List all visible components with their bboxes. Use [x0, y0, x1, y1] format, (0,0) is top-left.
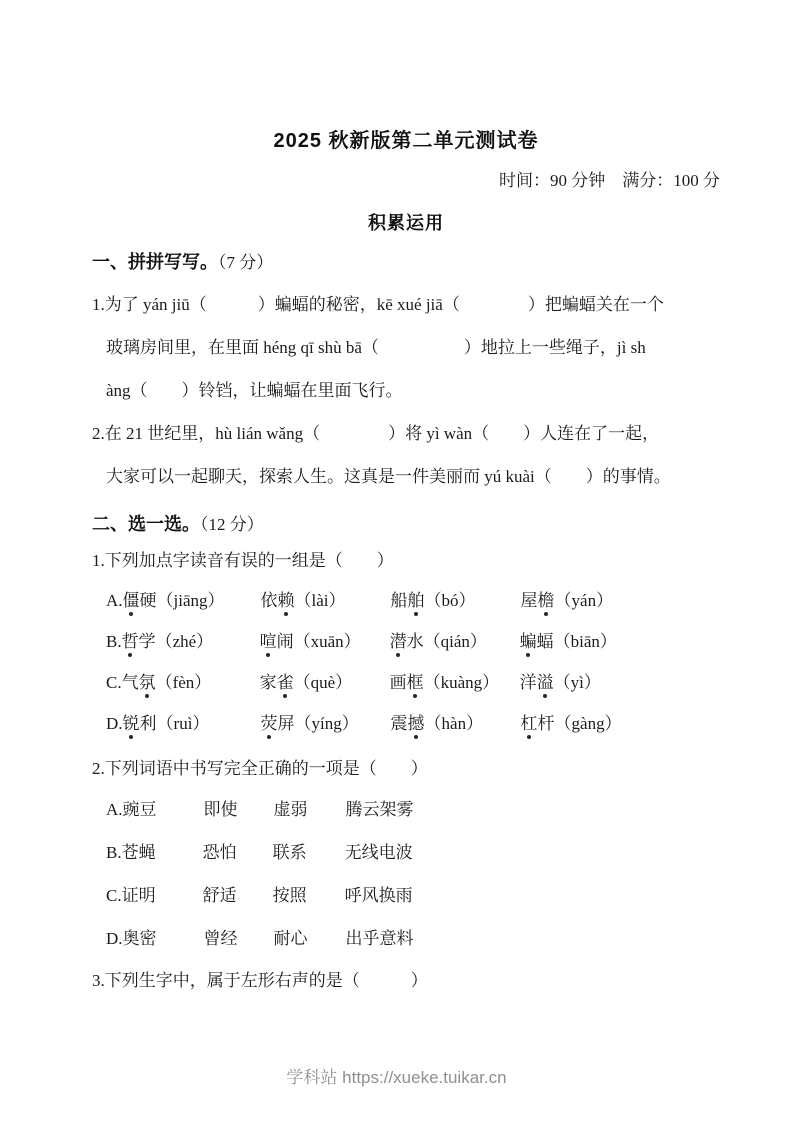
dotted-char: 锐 [123, 703, 140, 744]
word: 按照 [272, 886, 307, 905]
p2-q2-option-d [106, 917, 720, 960]
q1-line-1: 1.为了 yán jiū（ ）蝙蝠的秘密，kē xué jiā（ ）把蝙蝠关在一个 [92, 295, 664, 314]
word: 恐怕 [202, 843, 237, 862]
dotted-char: 僵 [123, 580, 140, 621]
pinyin: （yíng） [294, 714, 359, 733]
pinyin: （fèn） [155, 673, 212, 692]
dotted-char: 喧 [260, 621, 277, 662]
q2-line-1: 2.在 21 世纪里，hù lián wǎng（ ）将 yì wàn（ ）人连在了一起， [92, 424, 660, 443]
dotted-char: 舶 [408, 580, 425, 621]
pinyin: （kuàng） [423, 673, 500, 692]
pinyin-item [521, 703, 622, 744]
option-label: D. [106, 714, 123, 733]
part-two-score: （12 分） [200, 515, 264, 534]
pinyin: （yì） [553, 673, 601, 692]
word-post: 硬 [139, 591, 157, 610]
pinyin: （hàn） [424, 714, 484, 733]
word: 苍蝇 [121, 843, 156, 862]
page-title: 2025 秋新版第二单元测试卷 [273, 130, 539, 152]
word-post: 利 [139, 714, 157, 733]
section-header-accumulation: 积累运用 [368, 213, 444, 233]
word-post: 杆 [537, 714, 555, 733]
part-two-heading-text: 二、选一选。 [92, 514, 200, 534]
pinyin-item [261, 580, 391, 621]
pinyin-item [390, 621, 520, 662]
word: 呼风换雨 [344, 886, 413, 905]
dotted-char: 撼 [408, 703, 425, 744]
pinyin-item [520, 621, 617, 662]
word: 即使 [203, 800, 238, 819]
word: 豌豆 [122, 800, 157, 819]
word-pre: 气 [121, 673, 139, 692]
pinyin: （jiāng） [156, 591, 225, 610]
word: 无线电波 [344, 843, 413, 862]
pinyin: （zhé） [155, 632, 214, 651]
dotted-char: 雀 [277, 662, 294, 703]
word: 虚弱 [273, 800, 308, 819]
p2-q2-stem: 2.下列词语中书写完全正确的一项是（ ） [92, 759, 428, 778]
pinyin-item [122, 621, 260, 662]
p2-q2-option-c [106, 874, 720, 917]
q1-line-2: 玻璃房间里，在里面 héng qī shù bā（ ）地拉上一些绳子，jì sh [106, 338, 646, 357]
pinyin-item [390, 662, 520, 703]
q1-line-3: àng（ ）铃铛，让蝙蝠在里面飞行。 [106, 381, 403, 400]
pinyin-item [123, 703, 261, 744]
p2-q2-option-b [106, 831, 720, 874]
option-label: B. [106, 843, 122, 862]
pinyin: （bó） [424, 591, 476, 610]
word-pre: 画 [389, 673, 407, 692]
p2-q2-options [92, 788, 720, 960]
part-one-score: （7 分） [218, 253, 274, 272]
word: 联系 [272, 843, 307, 862]
p2-q1-options [92, 580, 720, 744]
option-label: A. [106, 800, 123, 819]
pinyin: （què） [293, 673, 353, 692]
p2-q3-stem: 3.下列生字中，属于左形右声的是（ ） [92, 971, 428, 990]
word: 舒适 [202, 886, 237, 905]
word-pre: 洋 [519, 673, 537, 692]
word: 耐心 [273, 929, 308, 948]
pinyin: （xuān） [293, 632, 361, 651]
part-one-question-1 [92, 283, 720, 412]
p2-q1-option-d [106, 703, 720, 744]
pinyin-item [123, 580, 261, 621]
dotted-char: 潜 [390, 621, 407, 662]
option-label: C. [106, 673, 122, 692]
dotted-char: 哲 [122, 621, 139, 662]
dotted-char: 檐 [538, 580, 555, 621]
word-pre: 船 [390, 591, 408, 610]
word-pre: 震 [390, 714, 408, 733]
pinyin-item [521, 580, 614, 621]
option-label: B. [106, 632, 122, 651]
pinyin-item [260, 662, 390, 703]
word-pre: 家 [259, 673, 277, 692]
watermark-footer: 学科站 https://xueke.tuikar.cn [286, 1068, 507, 1087]
option-label: C. [106, 886, 122, 905]
word: 证明 [121, 886, 156, 905]
pinyin: （yán） [554, 591, 614, 610]
pinyin: （biān） [553, 632, 617, 651]
part-one-question-2 [92, 412, 720, 498]
p2-q1-option-a [106, 580, 720, 621]
word-post: 闹 [276, 632, 294, 651]
p2-q1-stem: 1.下列加点字读音有误的一组是（ ） [92, 551, 394, 570]
pinyin-item [391, 580, 521, 621]
word-post: 屏 [277, 714, 295, 733]
pinyin-item [122, 662, 260, 703]
dotted-char: 杠 [521, 703, 538, 744]
pinyin: （lài） [294, 591, 346, 610]
word: 曾经 [203, 929, 238, 948]
dotted-char: 荧 [261, 703, 278, 744]
dotted-char: 蝙 [520, 621, 537, 662]
dotted-char: 溢 [537, 662, 554, 703]
q2-line-2: 大家可以一起聊天，探索人生。这真是一件美丽而 yú kuài（ ）的事情。 [106, 467, 671, 486]
dotted-char: 框 [407, 662, 424, 703]
word-pre: 依 [260, 591, 278, 610]
pinyin: （ruì） [156, 714, 210, 733]
word-post: 水 [406, 632, 424, 651]
word-pre: 屋 [520, 591, 538, 610]
time-score-meta: 时间：90 分钟 满分：100 分 [499, 171, 720, 190]
part-one-heading-text: 一、拼拼写写。 [92, 252, 218, 272]
word: 腾云架雾 [345, 800, 414, 819]
pinyin-item [261, 703, 391, 744]
part-two-heading [92, 511, 720, 538]
pinyin-item [391, 703, 521, 744]
word: 奥密 [122, 929, 157, 948]
p2-q2-option-a [106, 788, 720, 831]
option-label: D. [106, 929, 123, 948]
dotted-char: 赖 [278, 580, 295, 621]
word-post: 学 [138, 632, 156, 651]
pinyin-item [260, 621, 390, 662]
part-one-heading [92, 249, 720, 276]
p2-q1-option-c [106, 662, 720, 703]
word-post: 蝠 [536, 632, 554, 651]
pinyin-item [520, 662, 601, 703]
word: 出乎意料 [345, 929, 414, 948]
p2-q1-option-b [106, 621, 720, 662]
pinyin: （qián） [423, 632, 487, 651]
pinyin: （gàng） [554, 714, 622, 733]
dotted-char: 氛 [139, 662, 156, 703]
option-label: A. [106, 591, 123, 610]
